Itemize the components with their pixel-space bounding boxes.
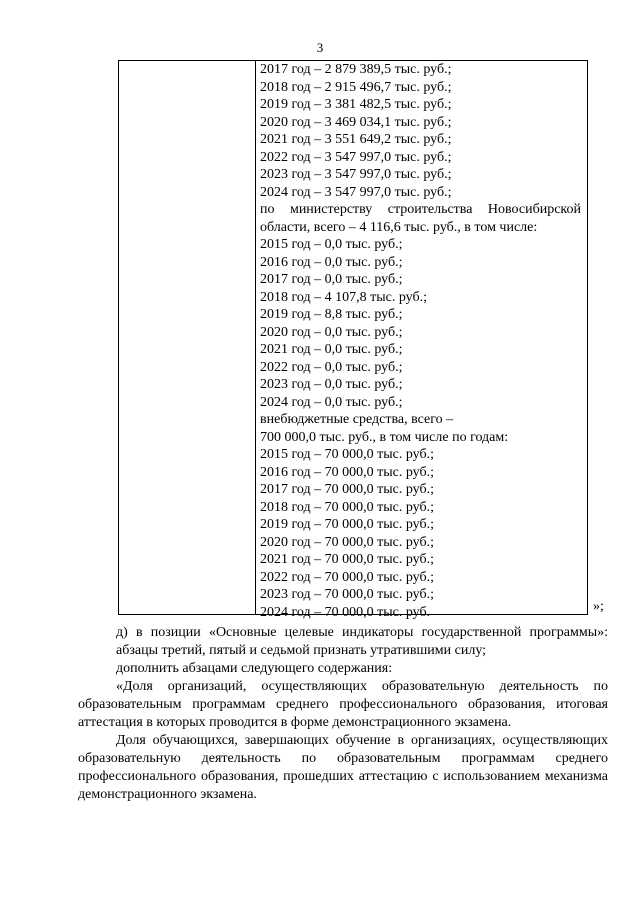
table-line: 2024 год – 3 547 997,0 тыс. руб.; bbox=[260, 184, 452, 200]
table-line: 2020 год – 0,0 тыс. руб.; bbox=[260, 324, 403, 340]
table-line: внебюджетные средства, всего – bbox=[260, 412, 454, 427]
page-number: 3 bbox=[316, 40, 324, 55]
table-line: 2020 год – 70 000,0 тыс. руб.; bbox=[260, 534, 434, 550]
table-line: 2018 год – 4 107,8 тыс. руб.; bbox=[260, 289, 427, 305]
table-line: 2021 год – 3 551 649,2 тыс. руб.; bbox=[260, 132, 452, 147]
table-line: 2018 год – 70 000,0 тыс. руб.; bbox=[260, 499, 434, 515]
table-line: 2017 год – 0,0 тыс. руб.; bbox=[260, 272, 403, 287]
table-line: 2023 год – 0,0 тыс. руб.; bbox=[260, 377, 403, 392]
paragraph-item-d: д) в позиции «Основные целевые индикаторы государственной программы»: bbox=[116, 625, 608, 640]
table-line: 700 000,0 тыс. руб., в том числе по годам: bbox=[260, 429, 509, 445]
table-line: 2015 год – 70 000,0 тыс. руб.; bbox=[260, 447, 434, 462]
table-line: 2016 год – 70 000,0 тыс. руб.; bbox=[260, 464, 434, 480]
table-line: 2021 год – 0,0 тыс. руб.; bbox=[260, 342, 403, 357]
paragraph-supplement: дополнить абзацами следующего содержания: bbox=[116, 661, 393, 676]
paragraph-indicator-students: Доля обучающихся, завершающих обучение в организациях, осуществляющих образовательную деятельность по образовательным программам среднего профессионального образования, прошедших аттестацию с использованием механизма демонстрационного экзамена. bbox=[78, 733, 608, 802]
table-line: 2017 год – 2 879 389,5 тыс. руб.; bbox=[260, 62, 452, 77]
table-line: 2019 год – 70 000,0 тыс. руб.; bbox=[260, 517, 434, 532]
table-line: 2020 год – 3 469 034,1 тыс. руб.; bbox=[260, 114, 452, 130]
table-line: 2024 год – 0,0 тыс. руб.; bbox=[260, 394, 403, 410]
table-line: по министерству строительства Новосибирской bbox=[260, 202, 581, 217]
table-line: 2022 год – 0,0 тыс. руб.; bbox=[260, 359, 403, 375]
table-line: 2019 год – 8,8 тыс. руб.; bbox=[260, 307, 403, 322]
table-line: 2024 год – 70 000,0 тыс. руб. bbox=[260, 604, 431, 620]
table-line: 2021 год – 70 000,0 тыс. руб.; bbox=[260, 552, 434, 567]
table-line: 2023 год – 3 547 997,0 тыс. руб.; bbox=[260, 167, 452, 182]
table-line: 2022 год – 3 547 997,0 тыс. руб.; bbox=[260, 149, 452, 165]
paragraph-repeal: абзацы третий, пятый и седьмой признать утратившими силу; bbox=[116, 643, 487, 658]
table-line: 2019 год – 3 381 482,5 тыс. руб.; bbox=[260, 97, 452, 112]
table-line: 2023 год – 70 000,0 тыс. руб.; bbox=[260, 587, 434, 602]
funding-table bbox=[118, 60, 588, 620]
paragraph-item-d-first-line bbox=[78, 624, 608, 642]
table-line: 2015 год – 0,0 тыс. руб.; bbox=[260, 237, 403, 252]
paragraph-indicator-organizations: «Доля организаций, осуществляющих образовательную деятельность по образовательным программам среднего профессионального образования, итоговая аттестация в которых проводится в форме демонстрационного экзамена. bbox=[78, 679, 608, 730]
table-line: 2018 год – 2 915 496,7 тыс. руб.; bbox=[260, 79, 452, 95]
amendment-text bbox=[78, 624, 608, 804]
table-line: 2022 год – 70 000,0 тыс. руб.; bbox=[260, 569, 434, 585]
table-right-cell bbox=[258, 61, 587, 621]
table-close-quote: »; bbox=[593, 599, 604, 614]
table-line: области, всего – 4 116,6 тыс. руб., в том числе: bbox=[260, 219, 538, 235]
table-line: 2016 год – 0,0 тыс. руб.; bbox=[260, 254, 403, 270]
table-left-cell bbox=[119, 61, 256, 614]
table-line: 2017 год – 70 000,0 тыс. руб.; bbox=[260, 482, 434, 497]
